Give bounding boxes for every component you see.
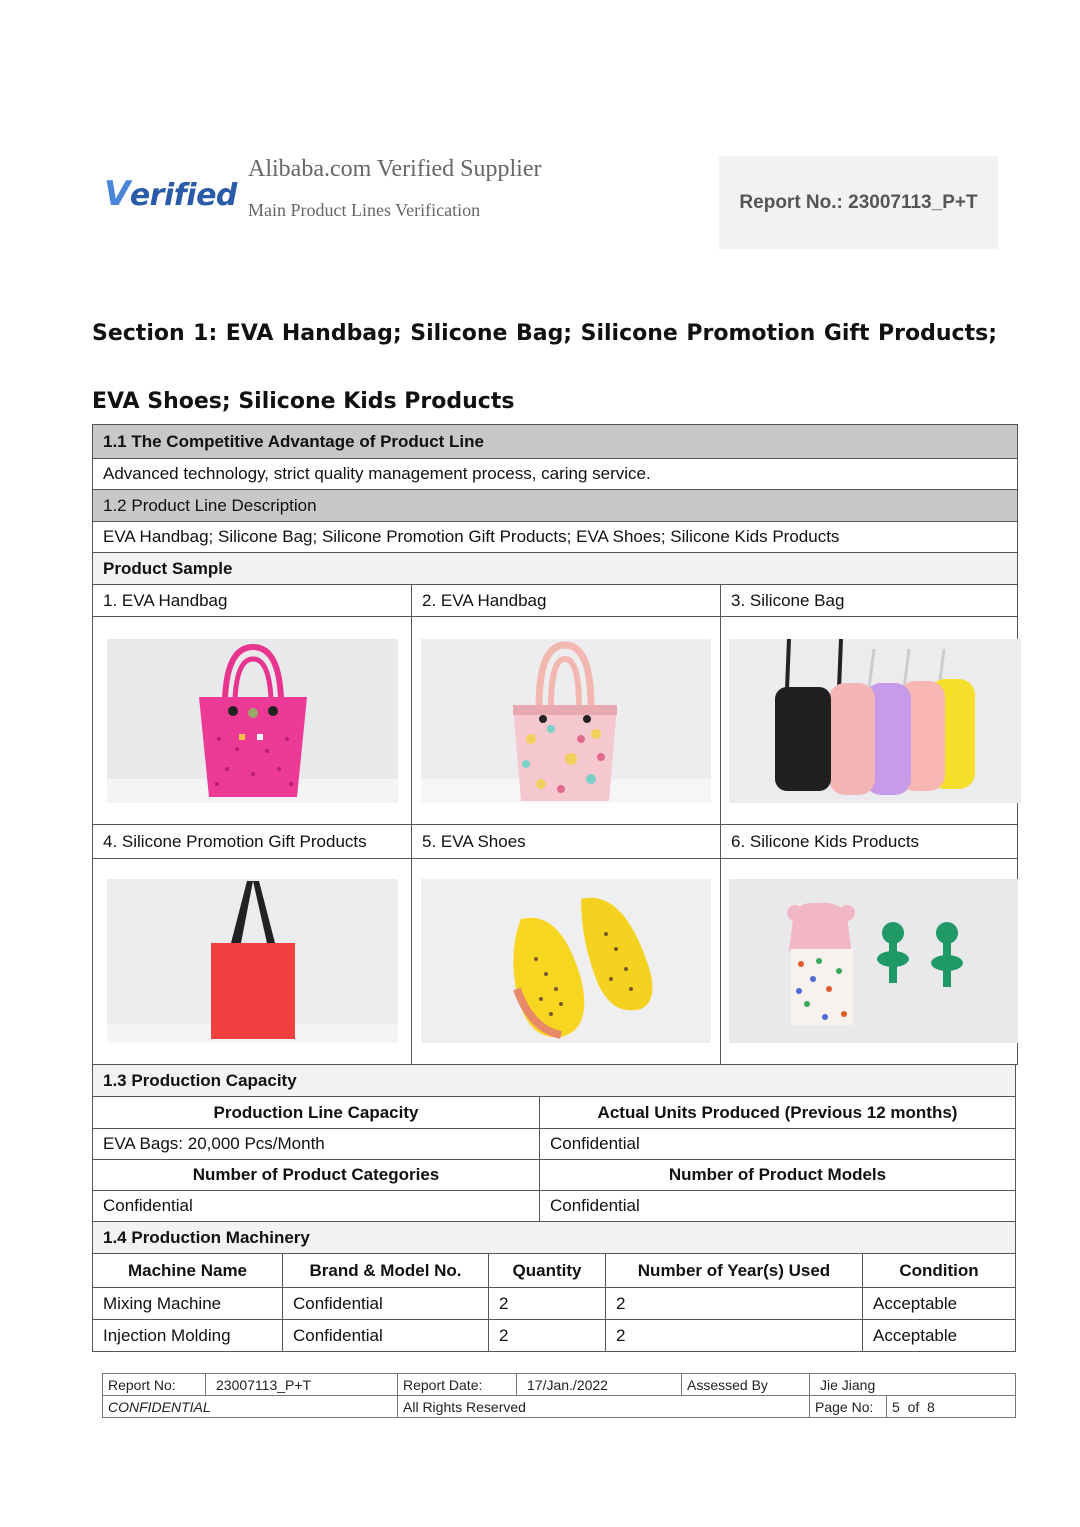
machinery-row-2-years: 2 — [605, 1319, 863, 1352]
product-image-yellow-shoes — [421, 879, 711, 1043]
machinery-col-brand: Brand & Model No. — [282, 1253, 489, 1288]
machinery-row-1-name: Mixing Machine — [92, 1287, 283, 1320]
logo-v: V — [104, 174, 130, 214]
footer-confidential: CONFIDENTIAL — [102, 1395, 398, 1418]
footer-report-date: 17/Jan./2022 — [516, 1373, 682, 1396]
machinery-row-2-brand: Confidential — [282, 1319, 489, 1352]
machinery-col-quantity: Quantity — [488, 1253, 606, 1288]
sample-label-1: 1. EVA Handbag — [92, 584, 412, 617]
advantage-heading: 1.1 The Competitive Advantage of Product Line — [92, 424, 1018, 459]
header-title: Alibaba.com Verified Supplier — [248, 156, 542, 182]
machinery-row-2-name: Injection Molding — [92, 1319, 283, 1352]
capacity-col-line: Production Line Capacity — [92, 1096, 540, 1129]
product-image-red-tote — [107, 879, 398, 1043]
product-image-pink-handbag — [107, 639, 398, 803]
footer-report-no-label: Report No: — [102, 1373, 206, 1396]
product-image-silicone-bags — [729, 639, 1021, 803]
machinery-row-1-brand: Confidential — [282, 1287, 489, 1320]
footer-assessed: Jie Jiang — [809, 1373, 1016, 1396]
capacity-col-categories: Number of Product Categories — [92, 1159, 540, 1191]
footer-report-no: 23007113_P+T — [205, 1373, 398, 1396]
verified-logo — [98, 168, 237, 220]
capacity-val-line: EVA Bags: 20,000 Pcs/Month — [92, 1128, 540, 1160]
machinery-row-2-condition: Acceptable — [862, 1319, 1016, 1352]
machinery-col-years: Number of Year(s) Used — [605, 1253, 863, 1288]
capacity-heading: 1.3 Production Capacity — [92, 1064, 1016, 1097]
capacity-val-categories: Confidential — [92, 1190, 540, 1222]
product-image-kids-products — [729, 879, 1018, 1043]
sample-label-4: 4. Silicone Promotion Gift Products — [92, 824, 412, 859]
footer-assessed-label: Assessed By — [681, 1373, 810, 1396]
footer-report-date-label: Report Date: — [397, 1373, 517, 1396]
capacity-val-models: Confidential — [539, 1190, 1016, 1222]
capacity-col-actual: Actual Units Produced (Previous 12 months) — [539, 1096, 1016, 1129]
footer-page: 5 of 8 — [886, 1395, 1016, 1418]
sample-label-6: 6. Silicone Kids Products — [720, 824, 1018, 859]
machinery-row-1-condition: Acceptable — [862, 1287, 1016, 1320]
description-heading: 1.2 Product Line Description — [92, 489, 1018, 522]
section-title: Section 1: EVA Handbag; Silicone Bag; Silicone Promotion Gift Products; EVA Shoes; Silicone Kids Products — [92, 321, 997, 414]
machinery-col-condition: Condition — [862, 1253, 1016, 1288]
sample-heading: Product Sample — [92, 552, 1018, 585]
footer-rights: All Rights Reserved — [397, 1395, 810, 1418]
machinery-col-name: Machine Name — [92, 1253, 283, 1288]
machinery-row-1-years: 2 — [605, 1287, 863, 1320]
capacity-val-actual: Confidential — [539, 1128, 1016, 1160]
machinery-row-1-quantity: 2 — [488, 1287, 606, 1320]
machinery-heading: 1.4 Production Machinery — [92, 1221, 1016, 1254]
footer-page-label: Page No: — [809, 1395, 887, 1418]
sample-label-2: 2. EVA Handbag — [411, 584, 721, 617]
header-subtitle: Main Product Lines Verification — [248, 200, 481, 220]
sample-label-5: 5. EVA Shoes — [411, 824, 721, 859]
report-number-box: Report No.: 23007113_P+T — [719, 156, 998, 249]
advantage-text: Advanced technology, strict quality management process, caring service. — [92, 458, 1018, 490]
description-text: EVA Handbag; Silicone Bag; Silicone Promotion Gift Products; EVA Shoes; Silicone Kids Products — [92, 521, 1018, 553]
product-image-patterned-handbag — [421, 639, 711, 803]
logo-text: erified — [129, 178, 237, 213]
sample-label-3: 3. Silicone Bag — [720, 584, 1018, 617]
capacity-col-models: Number of Product Models — [539, 1159, 1016, 1191]
machinery-row-2-quantity: 2 — [488, 1319, 606, 1352]
